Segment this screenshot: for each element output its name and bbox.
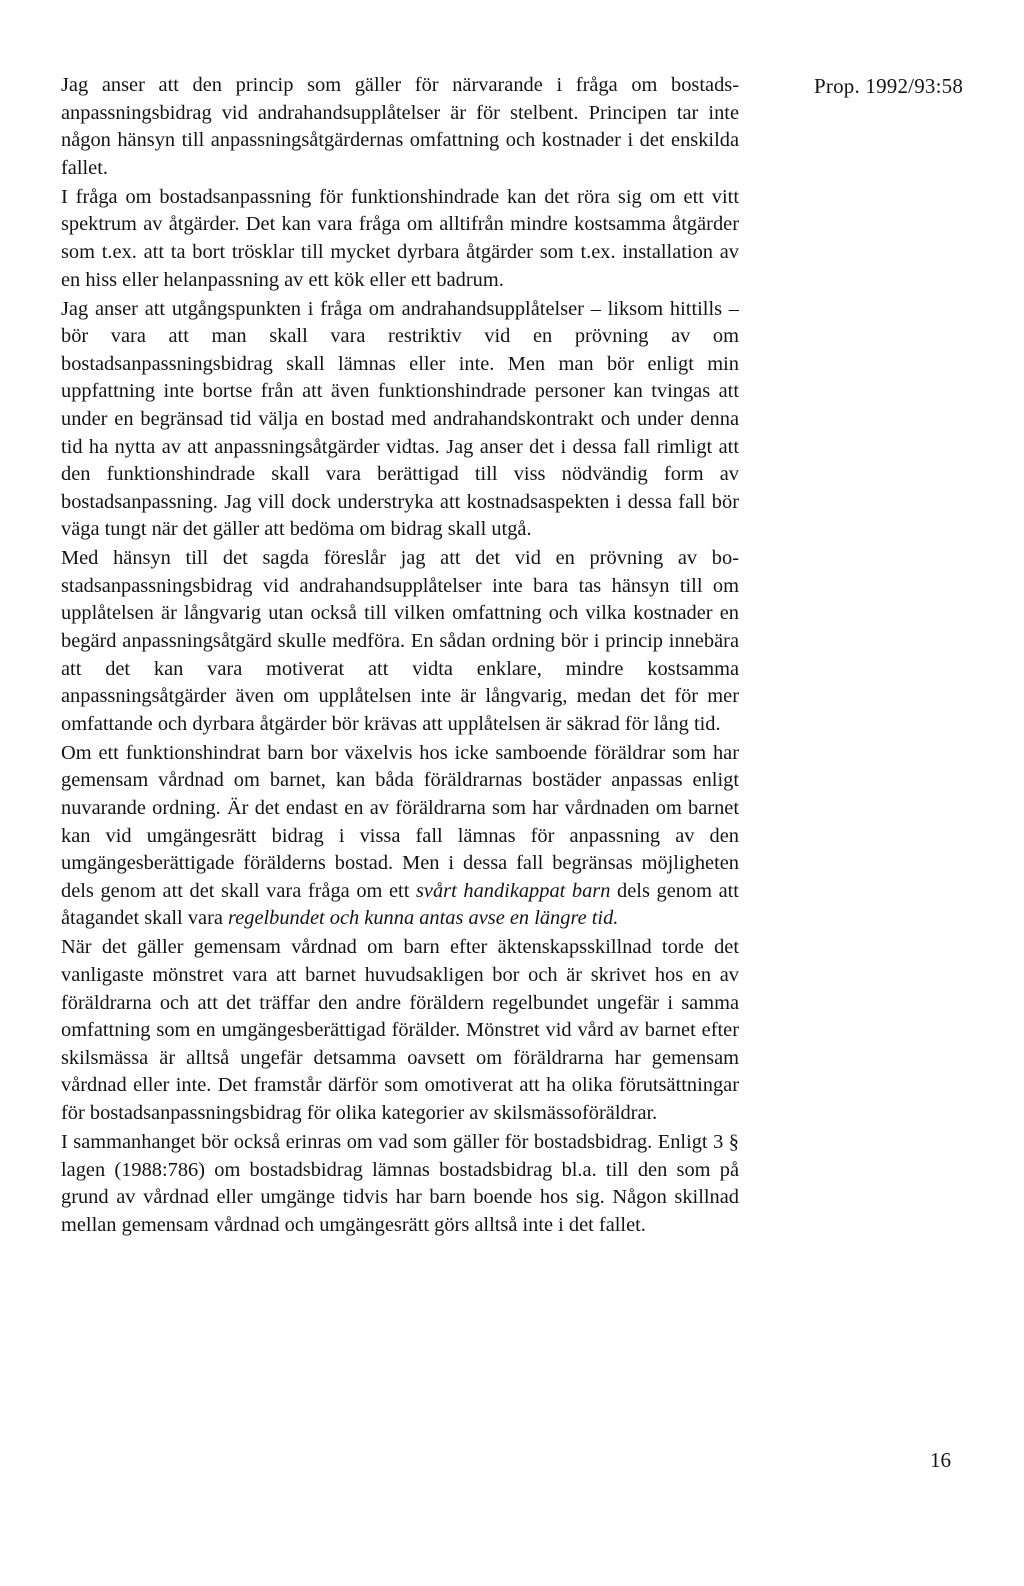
paragraph-5-emphasis-1: svårt handikappat barn: [415, 879, 611, 902]
paragraph-5-part-a: Om ett funktionshindrat barn bor växelvis hos icke samboende föräldrar som har gemensam vårdnad om barnet, kan båda föräldrarnas bostäder anpassas enligt nuvarande ordning. Är det endast en av föräldrarna som har vårdnaden om barnet kan vid umgängesrätt bidrag i vissa fall lämnas för anpassning av den umgängesberättigade förälderns bostad. Men i dessa fall begränsas möjligheten dels genom att det skall vara fråga om ett: [61, 741, 739, 902]
page-number: 16: [930, 1448, 951, 1472]
document-reference: Prop. 1992/93:58: [814, 74, 964, 98]
paragraph-5-part-b: dels genom att åtagandet skall vara: [61, 879, 739, 930]
paragraph-7: I sammanhanget bör också erinras om vad som gäller för bostadsbidrag. Enligt 3 § lagen (1988:786) om bostadsbidrag lämnas bostadsbidrag bl.a. till den som på grund av vårdnad eller umgänge tidvis har barn boende hos sig. Någon skillnad mellan gemensam vårdnad och umgängesrätt görs alltså inte i det fallet.: [61, 1130, 739, 1236]
paragraph-4: Med hänsyn till det sagda föreslår jag att det vid en prövning av bostadsanpassningsbidrag vid andrahandsupplåtelser inte bara tas hänsyn till om upplåtelsen är långvarig utan också till vilken omfattning och vilka kostnader en begärd anpassningsåtgärd skulle medföra. En sådan ordning bör i princip innebära att det kan vara motiverat att vidta enklare, mindre kostsamma anpassningsåtgärder även om upplåtelsen inte är långvarig, medan det för mer omfattande och dyrbara åtgärder bör krävas att upplåtelsen är säkrad för lång tid.: [61, 547, 739, 735]
paragraph-3: Jag anser att utgångspunkten i fråga om andrahandsupplåtelser – liksom hittills – bör vara att man skall vara restriktiv vid en prövning av om bostadsanpassningsbidrag skall lämnas eller inte. Men man bör enligt min uppfattning inte bortse från att även funktionshindrade personer kan tvingas att under en begränsad tid välja en bostad med andrahandskontrakt och under denna tid ha nytta av att anpassningsåtgärder vidtas. Jag anser det i dessa fall rimligt att den funktionshindrade skall vara berättigad till viss nödvändig form av bostadsanpassning. Jag vill dock understryka att kostnadsaspekten i dessa fall bör väga tungt när det gäller att bedöma om bidrag skall utgå.: [61, 297, 739, 541]
paragraph-6: När det gäller gemensam vårdnad om barn efter äktenskapsskillnad torde det vanligaste mönstret vara att barnet huvudsakligen bor och är skrivet hos en av föräldrarna och att det träffar den andre föräldern regelbundet ungefär i samma omfattning som en umgängesberättigad förälder. Mönstret vid vård av barnet efter skilsmässa är alltså ungefär detsamma oavsett om föräldrarna har gemensam vårdnad eller inte. Det framstår därför som omotiverat att ha olika förutsättningar för bostadsanpassningsbidrag för olika kategorier av skilsmässoföräldrar.: [61, 936, 739, 1124]
body-text: [61, 72, 739, 1239]
paragraph-1: Jag anser att den princip som gäller för närvarande i fråga om bostadsanpassningsbidrag vid andrahandsupplåtelser är för stelbent. Principen tar inte någon hänsyn till anpassningsåtgärdernas omfattning och kostnader i det enskilda fallet.: [61, 74, 739, 179]
paragraph-2: I fråga om bostadsanpassning för funktionshindrade kan det röra sig om ett vitt spektrum av åtgärder. Det kan vara fråga om alltifrån mindre kostsamma åtgärder som t.ex. att ta bort trösklar till mycket dyrbara åtgärder som t.ex. installation av en hiss eller helanpassning av ett kök eller ett badrum.: [61, 185, 739, 291]
paragraph-5: [61, 740, 739, 933]
paragraph-5-emphasis-2: regelbundet och kunna antas avse en längre tid.: [228, 907, 619, 930]
